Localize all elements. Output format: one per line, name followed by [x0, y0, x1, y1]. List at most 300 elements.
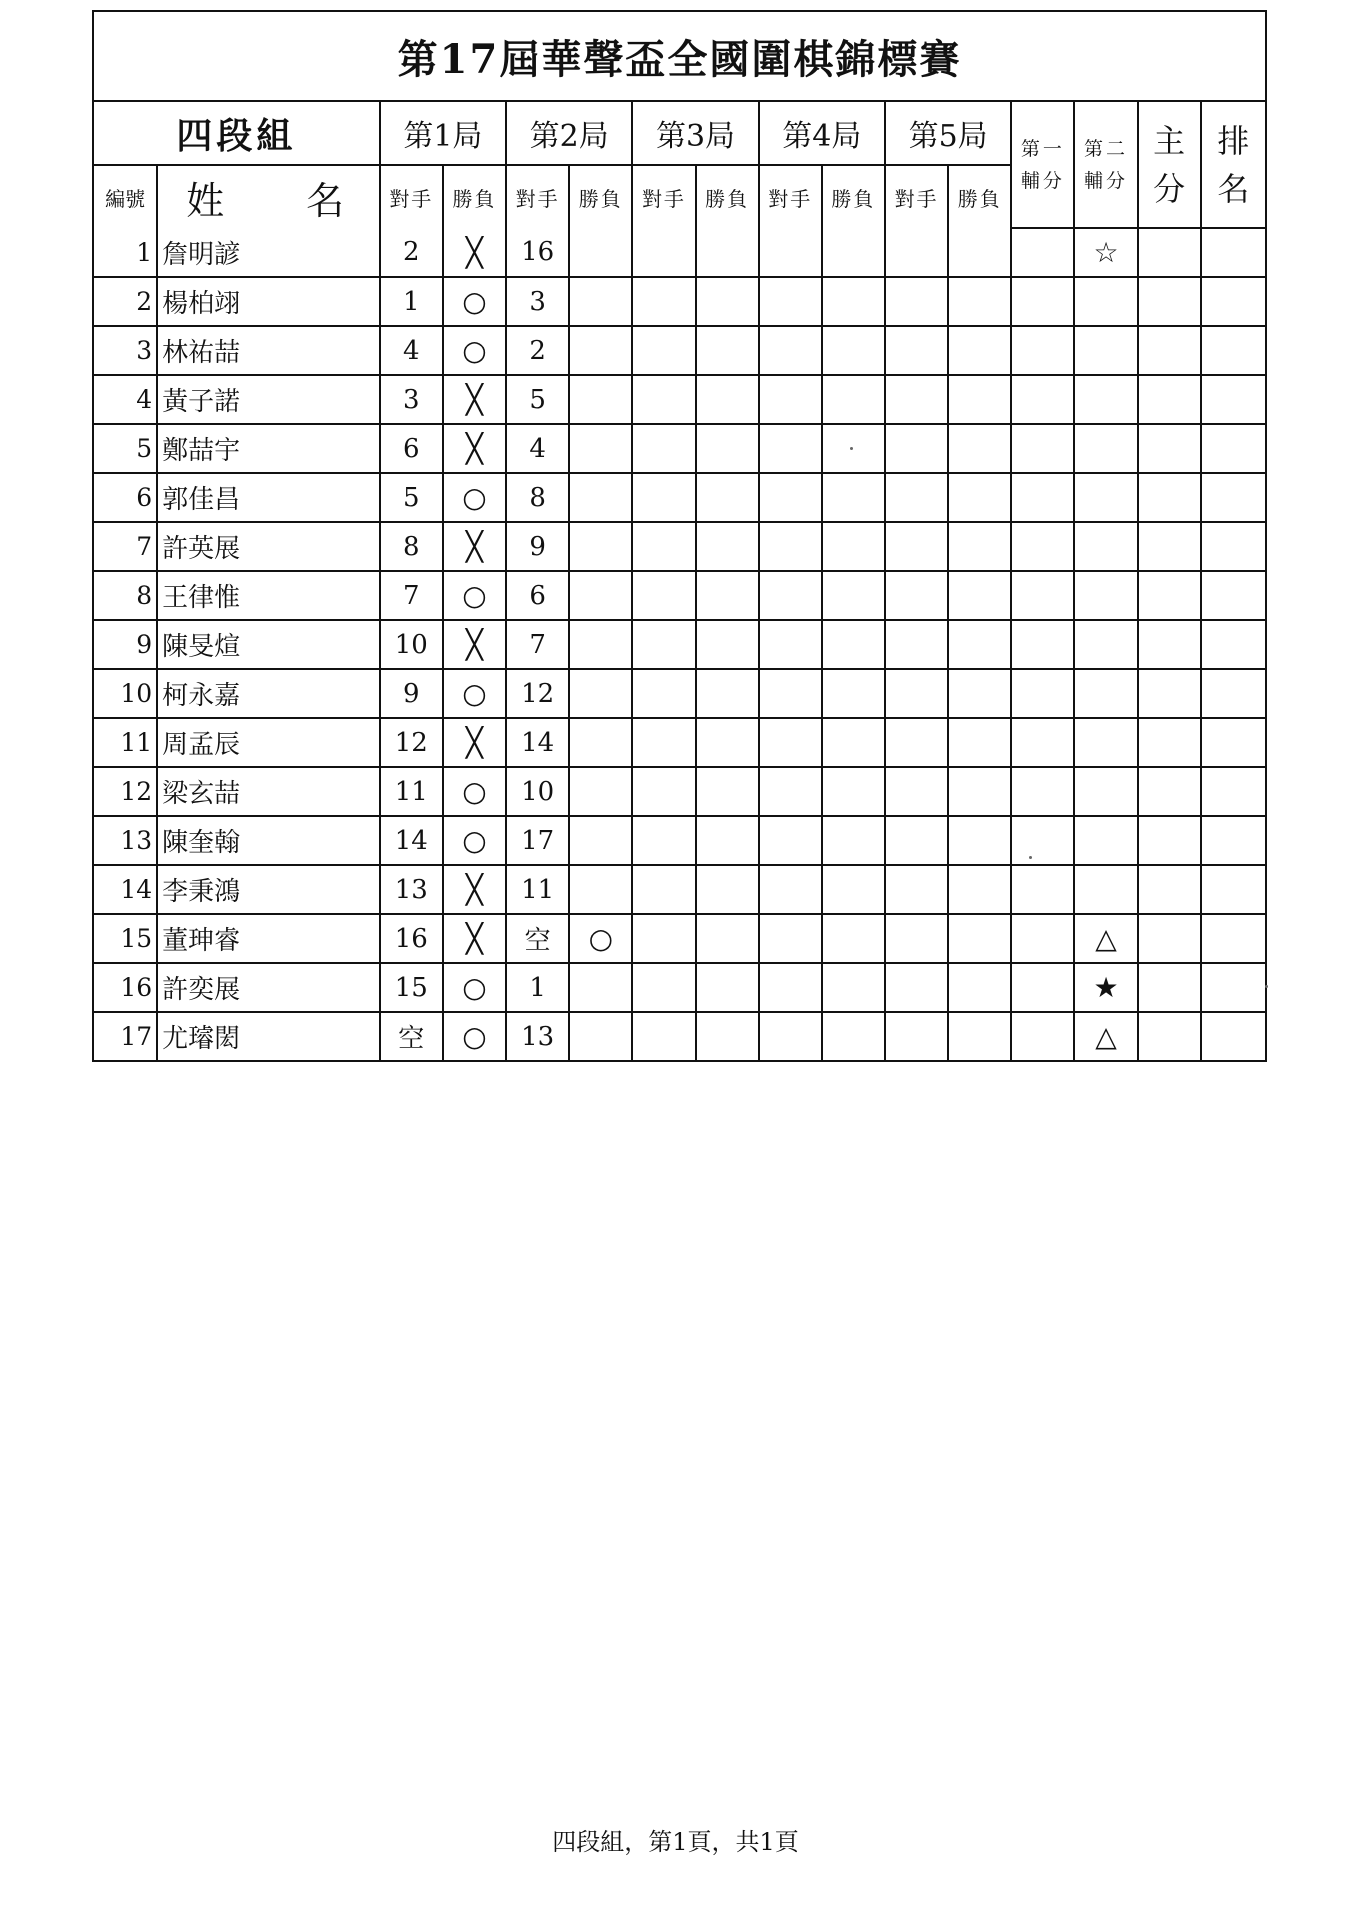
round-3-opponent — [632, 620, 695, 669]
round-3-opponent — [632, 375, 695, 424]
rank-cell — [1201, 326, 1265, 375]
round-5-result — [948, 228, 1011, 277]
player-rows — [94, 228, 1265, 1060]
tiebreak-2-line2: 輔分 — [1084, 169, 1129, 192]
rank-cell — [1201, 473, 1265, 522]
round-1-result: ○ — [443, 1012, 506, 1060]
tiebreak-1-line1: 第一 — [1020, 137, 1065, 160]
round-3-result — [696, 522, 759, 571]
rank-line2: 名 — [1217, 169, 1250, 208]
tiebreak-2-cell — [1074, 865, 1137, 914]
round-5-result — [948, 1012, 1011, 1060]
round-3-result — [696, 571, 759, 620]
main-score-cell — [1138, 963, 1201, 1012]
rank-header — [1201, 102, 1265, 228]
round-4-result — [822, 326, 885, 375]
table-row — [94, 326, 1265, 375]
round-5-result — [948, 669, 1011, 718]
round-4-result — [822, 228, 885, 277]
tiebreak-1-cell — [1011, 963, 1074, 1012]
round-5-opponent — [885, 1012, 948, 1060]
round-3-result — [696, 963, 759, 1012]
main-score-cell — [1138, 522, 1201, 571]
round-1-opponent: 14 — [380, 816, 443, 865]
round-1-opponent: 10 — [380, 620, 443, 669]
round-1-result: ╳ — [443, 620, 506, 669]
round-5-opponent — [885, 424, 948, 473]
round-5-opponent — [885, 620, 948, 669]
round-2-opponent: 1 — [506, 963, 569, 1012]
tiebreak-1-cell — [1011, 424, 1074, 473]
round-1-opponent: 3 — [380, 375, 443, 424]
tiebreak-1-cell — [1011, 718, 1074, 767]
round-3-header: 第3局 — [632, 102, 758, 165]
round-4-opponent — [759, 914, 822, 963]
main-score-cell — [1138, 865, 1201, 914]
player-id: 3 — [94, 326, 157, 375]
round-3-result — [696, 669, 759, 718]
player-name: 楊柏翊 — [157, 277, 380, 326]
round-2-result — [569, 522, 632, 571]
rank-cell — [1201, 424, 1265, 473]
round-1-result: ╳ — [443, 914, 506, 963]
round-2-result — [569, 816, 632, 865]
tiebreak-1-cell — [1011, 473, 1074, 522]
round-1-result: ╳ — [443, 522, 506, 571]
round-1-result: ○ — [443, 767, 506, 816]
round-5-result — [948, 326, 1011, 375]
round-4-opponent — [759, 718, 822, 767]
tiebreak-2-cell: ★ — [1074, 963, 1137, 1012]
round-5-result — [948, 865, 1011, 914]
round-1-result: ○ — [443, 669, 506, 718]
round-3-opponent — [632, 424, 695, 473]
table-row — [94, 522, 1265, 571]
round-2-opponent: 4 — [506, 424, 569, 473]
opponent-header: 對手 — [632, 165, 695, 228]
tiebreak-1-cell — [1011, 326, 1074, 375]
round-2-result — [569, 571, 632, 620]
scan-speck — [850, 447, 853, 450]
rank-cell — [1201, 522, 1265, 571]
main-score-cell — [1138, 326, 1201, 375]
round-1-opponent: 2 — [380, 228, 443, 277]
round-3-opponent — [632, 914, 695, 963]
round-3-result — [696, 424, 759, 473]
round-3-opponent — [632, 522, 695, 571]
player-name: 李秉鴻 — [157, 865, 380, 914]
round-1-opponent: 13 — [380, 865, 443, 914]
tiebreak-1-line2: 輔分 — [1020, 169, 1065, 192]
round-2-opponent: 12 — [506, 669, 569, 718]
table-row — [94, 669, 1265, 718]
rank-cell — [1201, 767, 1265, 816]
table-row — [94, 424, 1265, 473]
player-name: 林祐喆 — [157, 326, 380, 375]
rank-cell — [1201, 375, 1265, 424]
round-3-result — [696, 914, 759, 963]
round-1-result: ○ — [443, 277, 506, 326]
player-id: 1 — [94, 228, 157, 277]
round-1-result: ○ — [443, 963, 506, 1012]
round-2-opponent: 空 — [506, 914, 569, 963]
player-name: 郭佳昌 — [157, 473, 380, 522]
round-5-result — [948, 277, 1011, 326]
round-4-opponent — [759, 277, 822, 326]
tiebreak-1-cell — [1011, 865, 1074, 914]
tournament-title: 第17屆華聲盃全國圍棋錦標賽 — [94, 12, 1265, 102]
table-row — [94, 816, 1265, 865]
round-2-result — [569, 718, 632, 767]
opponent-header: 對手 — [885, 165, 948, 228]
round-1-opponent: 16 — [380, 914, 443, 963]
round-3-result — [696, 620, 759, 669]
round-5-opponent — [885, 963, 948, 1012]
round-5-result — [948, 816, 1011, 865]
player-name: 許奕展 — [157, 963, 380, 1012]
tiebreak-1-cell — [1011, 571, 1074, 620]
tiebreak-2-cell — [1074, 718, 1137, 767]
tiebreak-1-cell — [1011, 767, 1074, 816]
tiebreak-2-cell — [1074, 424, 1137, 473]
round-2-opponent: 5 — [506, 375, 569, 424]
player-id: 10 — [94, 669, 157, 718]
name-header-last: 名 — [306, 178, 345, 223]
player-name: 梁玄喆 — [157, 767, 380, 816]
id-header: 編號 — [94, 165, 157, 228]
round-1-opponent: 7 — [380, 571, 443, 620]
tiebreak-2-cell — [1074, 326, 1137, 375]
round-5-opponent — [885, 865, 948, 914]
round-4-opponent — [759, 424, 822, 473]
table-row — [94, 1012, 1265, 1060]
round-4-result — [822, 424, 885, 473]
round-5-result — [948, 522, 1011, 571]
player-id: 7 — [94, 522, 157, 571]
round-3-opponent — [632, 326, 695, 375]
round-5-result — [948, 424, 1011, 473]
scan-speck — [1029, 856, 1032, 859]
tiebreak-2-cell: △ — [1074, 1012, 1137, 1060]
tiebreak-1-cell — [1011, 914, 1074, 963]
results-sheet — [92, 10, 1267, 1062]
tiebreak-1-cell — [1011, 816, 1074, 865]
round-3-opponent — [632, 963, 695, 1012]
tiebreak-2-cell — [1074, 473, 1137, 522]
results-table — [94, 102, 1265, 1060]
round-4-result — [822, 1012, 885, 1060]
table-row — [94, 914, 1265, 963]
main-score-cell — [1138, 767, 1201, 816]
round-2-opponent: 7 — [506, 620, 569, 669]
player-id: 4 — [94, 375, 157, 424]
round-4-result — [822, 375, 885, 424]
round-5-opponent — [885, 228, 948, 277]
tiebreak-1-header — [1011, 102, 1074, 228]
player-name: 詹明諺 — [157, 228, 380, 277]
round-1-opponent: 5 — [380, 473, 443, 522]
result-header: 勝負 — [948, 165, 1011, 228]
main-score-cell — [1138, 228, 1201, 277]
round-2-opponent: 9 — [506, 522, 569, 571]
round-4-result — [822, 865, 885, 914]
player-name: 陳旻煊 — [157, 620, 380, 669]
round-5-opponent — [885, 375, 948, 424]
round-3-result — [696, 767, 759, 816]
round-2-opponent: 6 — [506, 571, 569, 620]
round-5-result — [948, 620, 1011, 669]
player-id: 14 — [94, 865, 157, 914]
round-4-header: 第4局 — [759, 102, 885, 165]
round-5-opponent — [885, 277, 948, 326]
round-2-result — [569, 669, 632, 718]
round-3-opponent — [632, 718, 695, 767]
round-2-result — [569, 228, 632, 277]
round-4-result — [822, 473, 885, 522]
rank-cell — [1201, 816, 1265, 865]
main-score-cell — [1138, 718, 1201, 767]
round-5-opponent — [885, 522, 948, 571]
player-id: 8 — [94, 571, 157, 620]
round-4-result — [822, 571, 885, 620]
round-2-result — [569, 963, 632, 1012]
round-4-result — [822, 914, 885, 963]
round-4-result — [822, 718, 885, 767]
tiebreak-2-cell — [1074, 767, 1137, 816]
round-2-result — [569, 473, 632, 522]
main-score-cell — [1138, 424, 1201, 473]
round-3-opponent — [632, 816, 695, 865]
tiebreak-2-line1: 第二 — [1084, 137, 1129, 160]
round-1-result: ╳ — [443, 375, 506, 424]
round-4-opponent — [759, 571, 822, 620]
rank-line1: 排 — [1217, 121, 1250, 160]
round-4-opponent — [759, 865, 822, 914]
player-name: 陳奎翰 — [157, 816, 380, 865]
tiebreak-1-cell — [1011, 228, 1074, 277]
tiebreak-2-cell — [1074, 620, 1137, 669]
round-3-opponent — [632, 277, 695, 326]
player-id: 13 — [94, 816, 157, 865]
round-4-opponent — [759, 1012, 822, 1060]
main-score-cell — [1138, 914, 1201, 963]
round-4-opponent — [759, 816, 822, 865]
round-3-result — [696, 1012, 759, 1060]
tiebreak-2-cell: ☆ — [1074, 228, 1137, 277]
main-score-cell — [1138, 375, 1201, 424]
player-id: 15 — [94, 914, 157, 963]
player-name: 鄭喆宇 — [157, 424, 380, 473]
player-name: 柯永嘉 — [157, 669, 380, 718]
tiebreak-2-cell: △ — [1074, 914, 1137, 963]
main-score-cell — [1138, 1012, 1201, 1060]
player-name: 許英展 — [157, 522, 380, 571]
round-1-opponent: 1 — [380, 277, 443, 326]
round-3-opponent — [632, 228, 695, 277]
rank-cell — [1201, 669, 1265, 718]
round-1-result: ╳ — [443, 718, 506, 767]
rank-cell — [1201, 1012, 1265, 1060]
round-3-opponent — [632, 571, 695, 620]
round-4-opponent — [759, 669, 822, 718]
tiebreak-2-cell — [1074, 522, 1137, 571]
round-2-result: ○ — [569, 914, 632, 963]
round-1-opponent: 11 — [380, 767, 443, 816]
player-id: 11 — [94, 718, 157, 767]
round-3-opponent — [632, 767, 695, 816]
player-name: 王律惟 — [157, 571, 380, 620]
player-id: 5 — [94, 424, 157, 473]
round-1-opponent: 6 — [380, 424, 443, 473]
round-5-result — [948, 375, 1011, 424]
round-5-result — [948, 473, 1011, 522]
player-id: 6 — [94, 473, 157, 522]
round-5-opponent — [885, 473, 948, 522]
player-id: 16 — [94, 963, 157, 1012]
round-1-opponent: 空 — [380, 1012, 443, 1060]
round-4-result — [822, 963, 885, 1012]
main-score-line2: 分 — [1153, 169, 1186, 208]
round-5-opponent — [885, 571, 948, 620]
result-header: 勝負 — [443, 165, 506, 228]
main-score-line1: 主 — [1153, 121, 1186, 160]
tiebreak-2-header — [1074, 102, 1137, 228]
round-1-result: ╳ — [443, 424, 506, 473]
round-4-result — [822, 669, 885, 718]
round-3-opponent — [632, 1012, 695, 1060]
tiebreak-1-cell — [1011, 375, 1074, 424]
player-id: 2 — [94, 277, 157, 326]
round-5-result — [948, 718, 1011, 767]
round-1-result: ○ — [443, 816, 506, 865]
group-label: 四段組 — [94, 102, 380, 165]
result-header: 勝負 — [696, 165, 759, 228]
tiebreak-2-cell — [1074, 669, 1137, 718]
table-row — [94, 718, 1265, 767]
rank-cell — [1201, 718, 1265, 767]
tiebreak-1-cell — [1011, 1012, 1074, 1060]
round-3-result — [696, 277, 759, 326]
round-2-opponent: 16 — [506, 228, 569, 277]
rank-cell — [1201, 865, 1265, 914]
round-4-opponent — [759, 767, 822, 816]
tiebreak-2-cell — [1074, 816, 1137, 865]
tiebreak-1-cell — [1011, 277, 1074, 326]
round-2-header: 第2局 — [506, 102, 632, 165]
tiebreak-2-cell — [1074, 571, 1137, 620]
main-score-cell — [1138, 620, 1201, 669]
round-1-header: 第1局 — [380, 102, 506, 165]
round-4-opponent — [759, 473, 822, 522]
round-1-result: ○ — [443, 571, 506, 620]
round-3-result — [696, 473, 759, 522]
round-3-result — [696, 326, 759, 375]
round-3-opponent — [632, 669, 695, 718]
round-5-opponent — [885, 718, 948, 767]
table-row — [94, 620, 1265, 669]
table-row — [94, 571, 1265, 620]
opponent-header: 對手 — [506, 165, 569, 228]
round-5-result — [948, 767, 1011, 816]
round-2-result — [569, 326, 632, 375]
main-score-cell — [1138, 473, 1201, 522]
round-4-opponent — [759, 228, 822, 277]
main-score-cell — [1138, 669, 1201, 718]
round-3-result — [696, 718, 759, 767]
round-2-opponent: 2 — [506, 326, 569, 375]
name-header-first: 姓 — [186, 178, 225, 223]
round-5-header: 第5局 — [885, 102, 1011, 165]
round-4-result — [822, 816, 885, 865]
round-2-result — [569, 620, 632, 669]
round-5-opponent — [885, 669, 948, 718]
player-name: 尤璿閎 — [157, 1012, 380, 1060]
page-footer: 四段組，第1頁，共1頁 — [552, 1828, 799, 1856]
round-4-result — [822, 522, 885, 571]
round-2-result — [569, 424, 632, 473]
opponent-header: 對手 — [759, 165, 822, 228]
main-score-header — [1138, 102, 1201, 228]
table-row — [94, 473, 1265, 522]
round-1-opponent: 8 — [380, 522, 443, 571]
rank-cell — [1201, 277, 1265, 326]
round-4-opponent — [759, 620, 822, 669]
round-2-result — [569, 865, 632, 914]
round-5-result — [948, 571, 1011, 620]
round-1-result: ╳ — [443, 228, 506, 277]
round-4-opponent — [759, 522, 822, 571]
round-4-opponent — [759, 375, 822, 424]
round-3-result — [696, 228, 759, 277]
result-header: 勝負 — [569, 165, 632, 228]
round-1-result: ○ — [443, 326, 506, 375]
main-score-cell — [1138, 571, 1201, 620]
player-name: 董珅睿 — [157, 914, 380, 963]
player-name: 黃子諾 — [157, 375, 380, 424]
scan-speck — [1265, 985, 1268, 988]
round-4-result — [822, 620, 885, 669]
rank-cell — [1201, 228, 1265, 277]
round-2-opponent: 17 — [506, 816, 569, 865]
round-2-opponent: 10 — [506, 767, 569, 816]
round-2-result — [569, 277, 632, 326]
main-score-cell — [1138, 816, 1201, 865]
rank-cell — [1201, 571, 1265, 620]
opponent-header: 對手 — [380, 165, 443, 228]
round-1-opponent: 12 — [380, 718, 443, 767]
round-4-result — [822, 277, 885, 326]
round-1-opponent: 4 — [380, 326, 443, 375]
rank-cell — [1201, 620, 1265, 669]
result-header: 勝負 — [822, 165, 885, 228]
round-5-result — [948, 914, 1011, 963]
header-row-rounds — [94, 102, 1265, 165]
round-2-opponent: 3 — [506, 277, 569, 326]
tiebreak-2-cell — [1074, 277, 1137, 326]
name-header — [157, 165, 380, 228]
main-score-cell — [1138, 277, 1201, 326]
player-name: 周孟辰 — [157, 718, 380, 767]
player-id: 17 — [94, 1012, 157, 1060]
player-id: 9 — [94, 620, 157, 669]
round-2-opponent: 8 — [506, 473, 569, 522]
round-4-opponent — [759, 963, 822, 1012]
table-row — [94, 963, 1265, 1012]
round-3-result — [696, 865, 759, 914]
round-4-opponent — [759, 326, 822, 375]
round-5-opponent — [885, 816, 948, 865]
round-3-result — [696, 375, 759, 424]
